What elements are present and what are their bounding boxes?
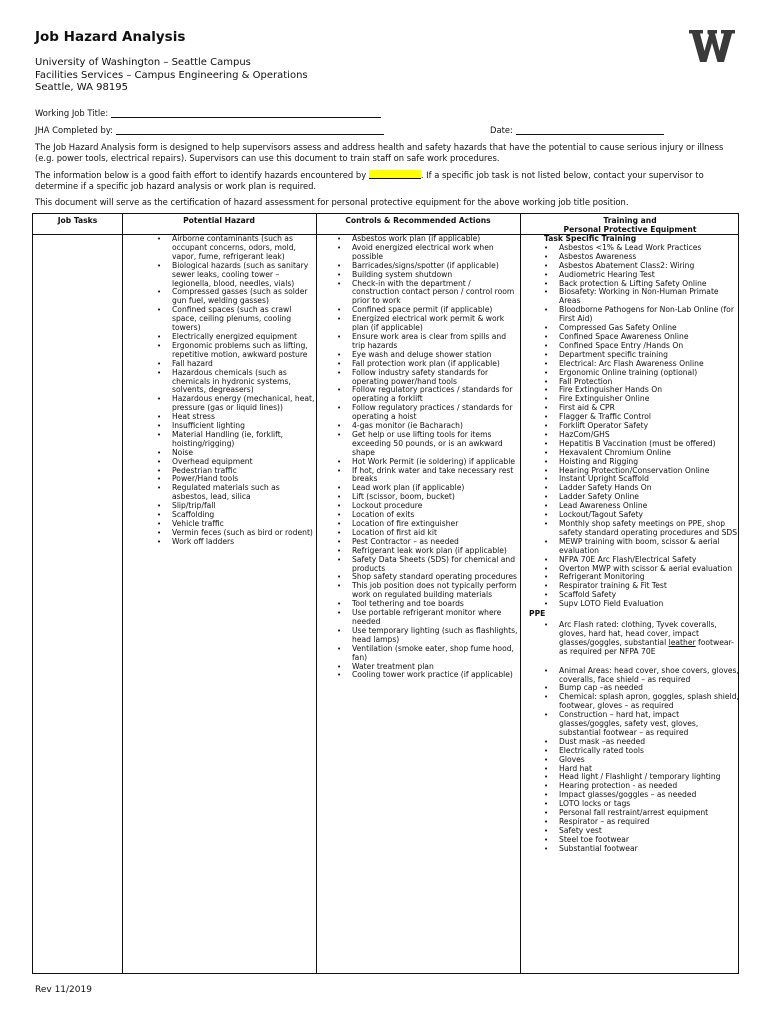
list-item: • Confined spaces (such as crawl space, ceiling plenums, cooling towers) [153, 306, 316, 333]
list-item: • Lead work plan (if applicable) [333, 484, 520, 493]
list-item: • Asbestos Abatement Class2: Wiring [540, 262, 740, 271]
list-item: • Electrically rated tools [540, 747, 740, 756]
list-item: • Vermin feces (such as bird or rodent) [153, 529, 316, 538]
list-item: • Water treatment plan [333, 663, 520, 672]
list-item: • Follow industry safety standards for operating power/hand tools [333, 369, 520, 387]
list-item: • Confined Space Entry /Hands On [540, 342, 740, 351]
list-item: • Ergonomic Online training (optional) [540, 369, 740, 378]
training-list [540, 244, 740, 609]
list-item: • NFPA 70E Arc Flash/Electrical Safety [540, 556, 740, 565]
revision-footer: Rev 11/2019 [35, 985, 92, 995]
list-item: • Fall protection work plan (if applicable) [333, 360, 520, 369]
list-item: • Hearing Protection/Conservation Online [540, 467, 740, 476]
controls-list [333, 235, 520, 680]
list-item: • Asbestos Awareness [540, 253, 740, 262]
header-training-line: Personal Protective Equipment [563, 225, 697, 234]
list-item: • Hexavalent Chromium Online [540, 449, 740, 458]
list-item: • Substantial footwear [540, 845, 740, 854]
list-item: • Biosafety: Working in Non-Human Primate Areas [540, 288, 740, 306]
intro-paragraph: The Job Hazard Analysis form is designed to help supervisors assess and address health and safety hazards that have the potential to cause serious injury or illness (e.g. power tools, electrical repairs). Supervisors can use this document to train staff on safe work procedures. [35, 142, 724, 163]
list-item: • Ventilation (smoke eater, shop fume hood, fan) [333, 645, 520, 663]
ppe-list [540, 621, 740, 854]
list-item: • Get help or use lifting tools for items exceeding 50 pounds, or is an awkward shape [333, 431, 520, 458]
list-item: • Ergonomic problems such as lifting, repetitive motion, awkward posture [153, 342, 316, 360]
list-item: • Animal Areas: head cover, shoe covers, gloves, coveralls, face shield – as required [540, 667, 740, 685]
working-job-title-label: Working Job Title: [35, 108, 109, 118]
list-item: • HazCom/GHS [540, 431, 740, 440]
list-item: • Electrically energized equipment [153, 333, 316, 342]
list-item: • Back protection & Lifting Safety Online [540, 280, 740, 289]
page-title: Job Hazard Analysis [35, 29, 186, 45]
list-item: • Construction – hard hat, impact glasses/goggles, safety vest, gloves, substantial footwear – as required [540, 711, 740, 738]
list-item: • Fire Extinguisher Online [540, 395, 740, 404]
jha-completed-by-label: JHA Completed by: [35, 125, 113, 135]
working-job-title-field[interactable] [111, 109, 381, 118]
training-ppe-column [529, 234, 740, 854]
list-item: • Respirator – as required [540, 818, 740, 827]
column-divider [316, 214, 317, 973]
ppe-arc-text: Arc Flash rated: clothing, Tyvek coveralls, gloves, hard hat, head cover, impact glasses/goggles, substantial [559, 619, 717, 647]
list-item: • Cooling tower work practice (if applicable) [333, 671, 520, 680]
list-item: • Shop safety standard operating procedures [333, 573, 520, 582]
list-item: • Location of first aid kit [333, 529, 520, 538]
list-item: • Department specific training [540, 351, 740, 360]
list-item: • Hazardous energy (mechanical, heat, pressure (gas or liquid lines)) [153, 395, 316, 413]
list-item: • Confined Space Awareness Online [540, 333, 740, 342]
list-item: • Chemical: splash apron, goggles, splash shield, footwear, gloves – as required [540, 693, 740, 711]
list-item: • Building system shutdown [333, 271, 520, 280]
date-field[interactable] [516, 126, 664, 135]
list-item: • Check-in with the department / construction contact person / control room prior to work [333, 280, 520, 307]
header-training [520, 216, 740, 234]
list-item: • Use portable refrigerant monitor where needed [333, 609, 520, 627]
list-item: • Lift (scissor, boom, bucket) [333, 493, 520, 502]
list-item: • Ladder Safety Hands On [540, 484, 740, 493]
list-item: • Refrigerant leak work plan (if applicable) [333, 547, 520, 556]
hazard-table [32, 213, 739, 974]
list-item: • Flagger & Traffic Control [540, 413, 740, 422]
ppe-arc-underlined: leather [668, 637, 696, 647]
list-item: • Steel toe footwear [540, 836, 740, 845]
list-item: • Slip/trip/fall [153, 502, 316, 511]
list-item: • Asbestos work plan (if applicable) [333, 235, 520, 244]
list-item: • Confined space permit (if applicable) [333, 306, 520, 315]
controls-column [333, 235, 520, 680]
good-faith-paragraph [35, 170, 735, 192]
list-item: • Follow regulatory practices / standards for operating a forklift [333, 386, 520, 404]
ppe-heading: PPE [529, 609, 546, 619]
list-item: • Heat stress [153, 413, 316, 422]
org-line: University of Washington – Seattle Campus [35, 57, 251, 68]
ppe-arc-text-end: footwear- as required per NFPA 70E [559, 637, 734, 656]
job-title-highlight-blank[interactable] [369, 170, 421, 179]
list-item: • LOTO locks or tags [540, 800, 740, 809]
list-item: • Insufficient lighting [153, 422, 316, 431]
list-item: • Safety Data Sheets (SDS) for chemical and products [333, 556, 520, 574]
list-item: • Scaffold Safety [540, 591, 740, 600]
list-item: • Lockout procedure [333, 502, 520, 511]
list-item: • Ensure work area is clear from spills and trip hazards [333, 333, 520, 351]
list-item: • Eye wash and deluge shower station [333, 351, 520, 360]
list-item: • Energized electrical work permit & work plan (if applicable) [333, 315, 520, 333]
list-item: • Personal fall restraint/arrest equipment [540, 809, 740, 818]
header-potential-hazard: Potential Hazard [183, 216, 255, 225]
list-item: • Hazardous chemicals (such as chemicals in hydronic systems, solvents, degreasers) [153, 369, 316, 396]
good-faith-text: The information below is a good faith effort to identify hazards encountered by [35, 170, 367, 180]
list-item: • Biological hazards (such as sanitary sewer leaks, cooling tower –legionella, blood, needles, vials) [153, 262, 316, 289]
list-item: • Bloodborne Pathogens for Non-Lab Online (for First Aid) [540, 306, 740, 324]
list-item: • Hepatitis B Vaccination (must be offered) [540, 440, 740, 449]
org-line: Facilities Services – Campus Engineering & Operations [35, 69, 308, 81]
header-controls: Controls & Recommended Actions [345, 216, 491, 225]
list-item: • Ladder Safety Online [540, 493, 740, 502]
list-item: • 4-gas monitor (ie Bacharach) [333, 422, 520, 431]
list-item: • Overton MWP with scissor & aerial evaluation [540, 565, 740, 574]
list-item: • Supv LOTO Field Evaluation [540, 600, 740, 609]
list-item: • Impact glasses/goggles – as needed [540, 791, 740, 800]
date-label: Date: [490, 125, 513, 135]
list-item: • Use temporary lighting (such as flashlights, head lamps) [333, 627, 520, 645]
list-item: • Forklift Operator Safety [540, 422, 740, 431]
list-item: • MEWP training with boom, scissor & aerial evaluation [540, 538, 740, 556]
header-training-line: Training and [603, 216, 657, 225]
list-item: • Scaffolding [153, 511, 316, 520]
list-item: • Audiometric Hearing Test [540, 271, 740, 280]
list-item: • Hearing protection - as needed [540, 782, 740, 791]
list-item: • Lockout/Tagout Safety [540, 511, 740, 520]
organization-address [35, 57, 308, 95]
working-job-title-row [35, 108, 381, 118]
date-row [490, 125, 664, 135]
list-item: • Tool tethering and toe boards [333, 600, 520, 609]
list-item: • Work off ladders [153, 538, 316, 547]
list-item: • Pedestrian traffic [153, 467, 316, 476]
list-item: • Regulated materials such as asbestos, lead, silica [153, 484, 316, 502]
list-item: • Barricades/signs/spotter (if applicable) [333, 262, 520, 271]
task-specific-training-heading: Task Specific Training [544, 234, 637, 243]
list-item: • Fall Protection [540, 378, 740, 387]
list-item: • Location of fire extinguisher [333, 520, 520, 529]
list-item: • Airborne contaminants (such as occupant concerns, odors, mold, vapor, fume, refrigerant leak) [153, 235, 316, 262]
list-item: • Monthly shop safety meetings on PPE, shop safety standard operating procedures and SDS [540, 520, 740, 538]
jha-completed-by-field[interactable] [116, 126, 384, 135]
list-item: • Asbestos <1% & Lead Work Practices [540, 244, 740, 253]
list-item: • Fall hazard [153, 360, 316, 369]
list-item: • Fire Extinguisher Hands On [540, 386, 740, 395]
list-item: • Head light / Flashlight / temporary lighting [540, 773, 740, 782]
column-divider [520, 214, 521, 973]
good-faith-text-continued: . If a specific job task is not listed below, contact your supervisor to determine if a specific job hazard analysis or work plan is required. [35, 170, 704, 191]
header-job-tasks: Job Tasks [57, 216, 98, 225]
list-item: • Compressed gasses (such as solder gun fuel, welding gasses) [153, 288, 316, 306]
list-item [540, 621, 740, 657]
list-item: • Respirator training & Fit Test [540, 582, 740, 591]
list-item: • Noise [153, 449, 316, 458]
list-item: • Instant Upright Scaffold [540, 475, 740, 484]
jha-completed-by-row [35, 125, 384, 135]
org-line: Seattle, WA 98195 [35, 82, 128, 93]
list-item: • Lead Awareness Online [540, 502, 740, 511]
list-item: • Hot Work Permit (ie soldering) if applicable [333, 458, 520, 467]
list-item: • Avoid energized electrical work when possible [333, 244, 520, 262]
list-item: • Hard hat [540, 765, 740, 774]
list-item: • Power/Hand tools [153, 475, 316, 484]
list-item: • If hot, drink water and take necessary rest breaks [333, 467, 520, 485]
list-item: • Electrical: Arc Flash Awareness Online [540, 360, 740, 369]
list-item: • First aid & CPR [540, 404, 740, 413]
hazard-list [153, 235, 316, 547]
list-item: • Material Handling (ie, forklift, hoisting/rigging) [153, 431, 316, 449]
list-item: • Vehicle traffic [153, 520, 316, 529]
list-item: • Compressed Gas Safety Online [540, 324, 740, 333]
list-item: • Follow regulatory practices / standards for operating a hoist [333, 404, 520, 422]
list-item: • This job position does not typically perform work on regulated building materials [333, 582, 520, 600]
list-item: • Location of exits [333, 511, 520, 520]
list-item: • Safety vest [540, 827, 740, 836]
list-item: • Dust mask –as needed [540, 738, 740, 747]
list-item: • Gloves [540, 756, 740, 765]
uw-logo-icon [689, 30, 735, 62]
list-item: • Bump cap –as needed [540, 684, 740, 693]
list-item: • Refrigerant Monitoring [540, 573, 740, 582]
column-divider [122, 214, 123, 973]
potential-hazard-column [153, 235, 316, 547]
list-item: • Pest Contractor – as needed [333, 538, 520, 547]
list-item: • Overhead equipment [153, 458, 316, 467]
list-item: • Hoisting and Rigging [540, 458, 740, 467]
certification-paragraph: This document will serve as the certification of hazard assessment for personal protective equipment for the above working job title position. [35, 197, 629, 207]
